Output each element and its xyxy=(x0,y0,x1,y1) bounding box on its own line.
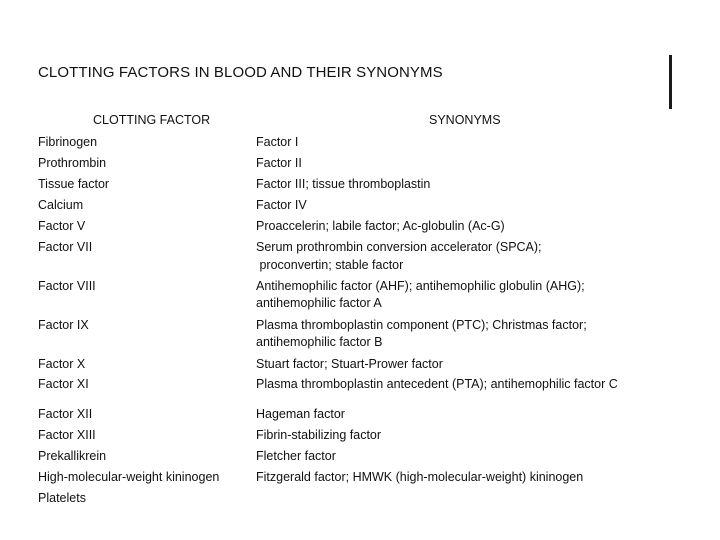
factor-cell: Prekallikrein xyxy=(38,449,107,463)
factor-cell: Factor IX xyxy=(38,318,89,332)
synonym-line: Serum prothrombin conversion accelerator (SPCA); xyxy=(256,240,542,254)
factor-cell: High-molecular-weight kininogen xyxy=(38,470,220,484)
synonym-line: Fletcher factor xyxy=(256,449,336,463)
factor-cell: Factor VII xyxy=(38,240,93,254)
factor-cell: Calcium xyxy=(38,198,84,212)
synonym-line: antihemophilic factor A xyxy=(256,296,382,310)
synonym-line: Antihemophilic factor (AHF); antihemophilic globulin (AHG); xyxy=(256,279,585,293)
factor-cell: Platelets xyxy=(38,491,86,505)
synonym-line: Factor IV xyxy=(256,198,307,212)
page-title: CLOTTING FACTORS IN BLOOD AND THEIR SYNONYMS xyxy=(38,64,443,81)
column-header-clotting-factor: CLOTTING FACTOR xyxy=(93,113,211,127)
factor-cell: Factor XI xyxy=(38,377,89,391)
column-header-synonyms: SYNONYMS xyxy=(429,113,501,127)
synonym-line: Factor I xyxy=(256,135,299,149)
factor-cell: Tissue factor xyxy=(38,177,110,191)
synonym-line: Hageman factor xyxy=(256,407,345,421)
synonym-line: Plasma thromboplastin component (PTC); Christmas factor; xyxy=(256,318,587,332)
factor-cell: Factor V xyxy=(38,219,86,233)
synonym-line: Factor III; tissue thromboplastin xyxy=(256,177,431,191)
synonym-line: Proaccelerin; labile factor; Ac-globulin (Ac-G) xyxy=(256,219,505,233)
factor-cell: Factor VIII xyxy=(38,279,96,293)
synonym-line: proconvertin; stable factor xyxy=(256,258,404,272)
factor-cell: Prothrombin xyxy=(38,156,107,170)
accent-bar xyxy=(669,55,672,109)
factor-cell: Factor X xyxy=(38,357,86,371)
factor-cell: Factor XIII xyxy=(38,428,96,442)
synonym-line: Fibrin-stabilizing factor xyxy=(256,428,382,442)
factor-cell: Factor XII xyxy=(38,407,93,421)
synonym-line: Stuart factor; Stuart-Prower factor xyxy=(256,357,443,371)
synonym-line: Factor II xyxy=(256,156,302,170)
synonym-line: Plasma thromboplastin antecedent (PTA); antihemophilic factor C xyxy=(256,377,618,391)
synonym-line: Fitzgerald factor; HMWK (high-molecular-weight) kininogen xyxy=(256,470,584,484)
factor-cell: Fibrinogen xyxy=(38,135,98,149)
synonym-line: antihemophilic factor B xyxy=(256,335,383,349)
